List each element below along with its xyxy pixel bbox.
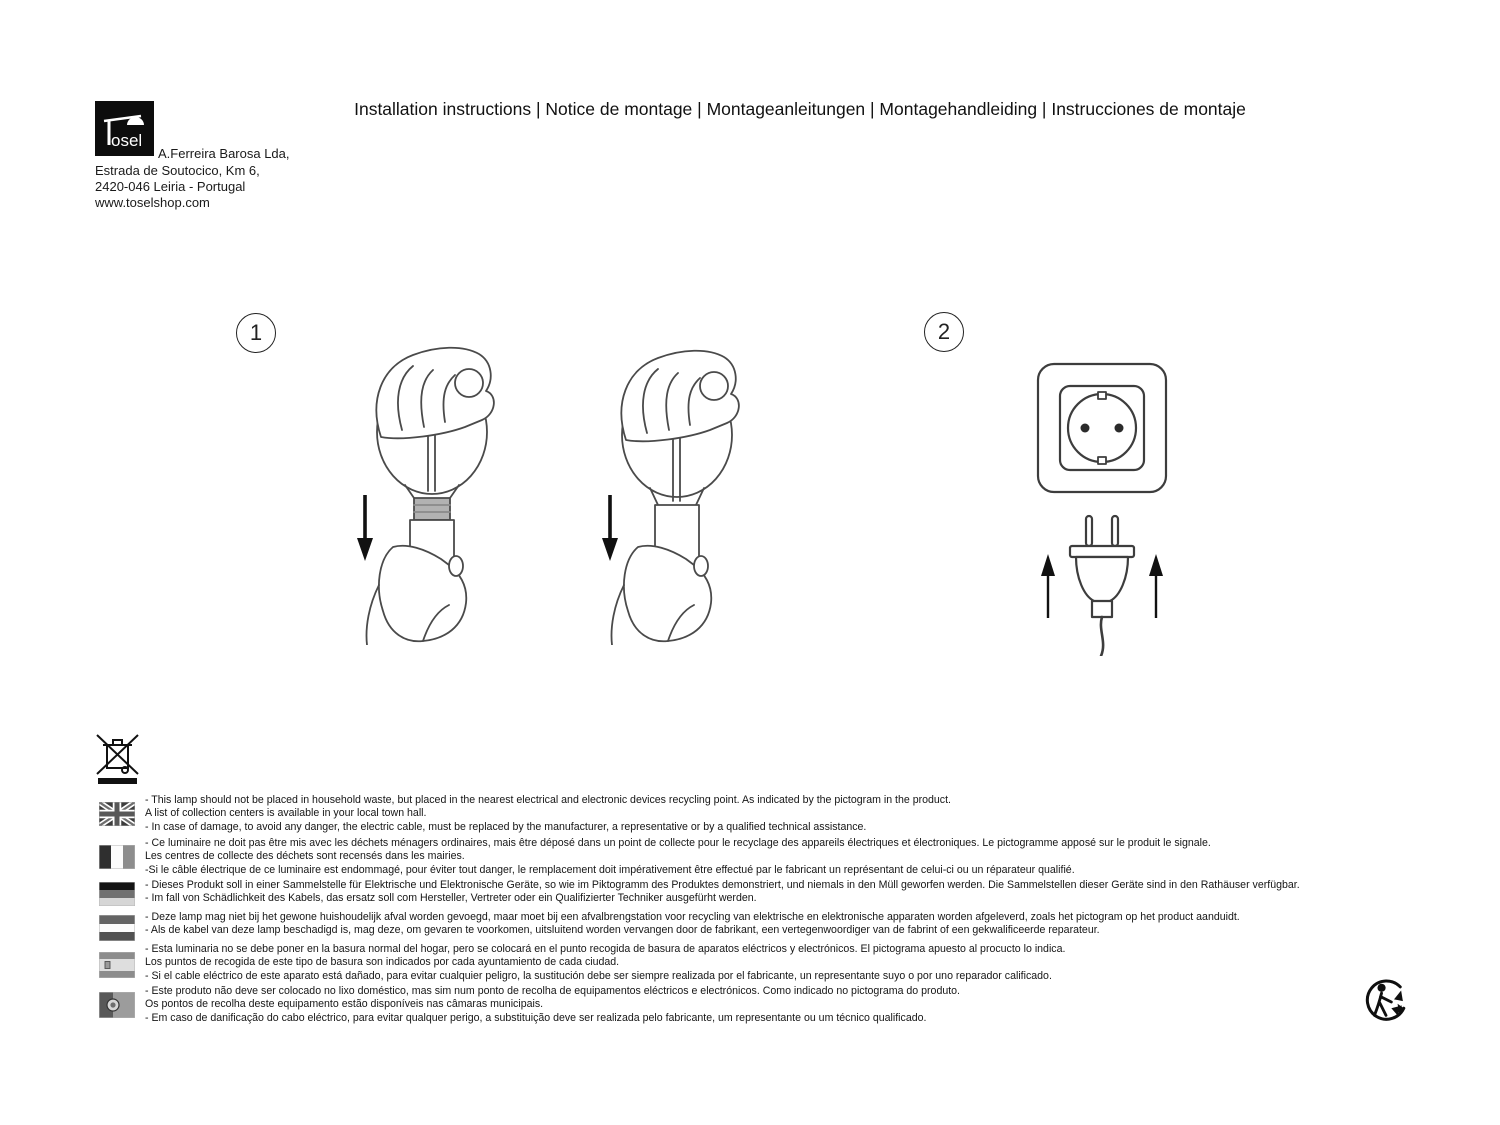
down-arrow-icon xyxy=(602,495,618,561)
portugal-flag-icon xyxy=(99,992,135,1018)
bulb-insert-end-illustration xyxy=(590,335,755,645)
address-street: Estrada de Soutocico, Km 6, xyxy=(95,163,260,178)
notice-french xyxy=(99,837,1211,877)
uk-flag-icon xyxy=(99,802,135,826)
notice-line: Los puntos de recogida de este tipo de basura son indicados por cada ayuntamiento de cada ciudad. xyxy=(145,956,620,969)
company-name: A.Ferreira Barosa Lda, xyxy=(158,146,290,161)
step-2-label: 2 xyxy=(937,319,951,344)
notice-line: -Si le câble électrique de ce luminaire est endommagé, pour éviter tout danger, le remplacement doit impérativement être effectué par le fabricant un représentant de celui-ci ou un réparateur qualifié. xyxy=(145,863,1075,876)
svg-text:osel: osel xyxy=(111,131,143,150)
notice-line: - Si el cable eléctrico de este aparato está dañado, para evitar cualquier peligro, la sustitución debe ser siempre realizada por el fabricante, un representante suyo o por uno reparador calificado. xyxy=(145,969,1052,982)
notice-english xyxy=(99,794,951,834)
notice-portuguese xyxy=(99,985,960,1025)
hand-screwing-bulb-icon xyxy=(345,335,510,645)
triman-recycling-icon xyxy=(1362,975,1410,1029)
schuko-outlet-plug-icon xyxy=(1008,356,1198,656)
notice-line: - Als de kabel van deze lamp beschadigd is, mag deze, om gevaren te voorkomen, uitsluitend worden vervangen door de fabrikant, een vertegenwoordiger van de fabrint of een gekwalificeerde reparateur. xyxy=(145,924,1100,937)
triman-symbol xyxy=(1362,975,1410,1029)
step-1-number xyxy=(236,313,276,353)
up-arrow-icon xyxy=(1041,554,1055,618)
notice-line: A list of collection centers is available in your local town hall. xyxy=(145,807,427,820)
netherlands-flag-icon xyxy=(99,915,135,941)
notice-line: - Ce luminaire ne doit pas être mis avec les déchets ménagers ordinaires, mais être déposé dans un point de collecte pour le recyclage des appareils électriques et électroniques. Le pictogramme apposé sur le produit le signale. xyxy=(145,837,1211,849)
notice-dutch xyxy=(99,911,1240,938)
step-2-number xyxy=(924,312,964,352)
notice-line: - Dieses Produkt soll in einer Sammelstelle für Elektrische und Elektronische Geräte, so wie im Piktogramm des Produktes demonstriert, und niemals in den Müll geworfen werden. Die Sammelstellen dieser Geräte sind in den Rathäuser verfügbar. xyxy=(145,879,1300,891)
notice-line: Os pontos de recolha deste equipamento estão disponíveis nas câmaras municipais. xyxy=(145,998,544,1011)
notice-line: - Esta luminaria no se debe poner en la basura normal del hogar, pero se colocará en el punto recogida de basura de aparatos eléctricos y electrónicos. El pictograma apuesto al procucto lo indica. xyxy=(145,943,1066,955)
page-title: Installation instructions | Notice de montage | Montageanleitungen | Montagehandleiding | Instrucciones de montaje xyxy=(354,99,1246,119)
notice-line: - Este produto não deve ser colocado no lixo doméstico, mas sim num ponto de recolha de equipamentos eléctricos e electrónicos. Como indicado no pictograma do produto. xyxy=(145,985,960,997)
france-flag-icon xyxy=(99,845,135,869)
notice-line: - In case of damage, to avoid any danger, the electric cable, must be replaced by the manufacturer, a representative or by a qualified technical assistance. xyxy=(145,820,867,833)
spain-flag-icon xyxy=(99,952,135,978)
up-arrow-icon xyxy=(1149,554,1163,618)
outlet-plug-illustration xyxy=(1008,356,1198,656)
down-arrow-icon xyxy=(357,495,373,561)
company-website: www.toselshop.com xyxy=(95,195,210,210)
notice-spanish xyxy=(99,943,1065,983)
hand-bulb-inserted-icon xyxy=(590,335,755,645)
address-city: 2420-046 Leiria - Portugal xyxy=(95,179,246,194)
notice-german xyxy=(99,879,1300,906)
notice-line: - Im fall von Schädlichkeit des Kabels, das ersatz soll com Hersteller, Vertreter oder ein Qualifizierter Techniker ausgefürht werden. xyxy=(145,892,757,905)
tosel-logo xyxy=(95,101,154,156)
notice-line: Les centres de collecte des déchets sont recensés dans les mairies. xyxy=(145,850,465,863)
bulb-insert-start-illustration xyxy=(345,335,510,645)
germany-flag-icon xyxy=(99,882,135,906)
notice-line: - This lamp should not be placed in household waste, but placed in the nearest electrical and electronic devices recycling point. As indicated by the pictogram in the product. xyxy=(145,794,951,806)
step-1-label: 1 xyxy=(249,320,263,345)
notice-line: - Em caso de danificação do cabo eléctrico, para evitar qualquer perigo, a substituição deve ser realizada pelo fabricante, um representante ou um técnico qualificado. xyxy=(145,1011,927,1024)
company-address xyxy=(95,163,260,211)
notice-line: - Deze lamp mag niet bij het gewone huishoudelijk afval worden gevoegd, maar moet bij een afvalbrengstation voor recycling van elektrische en elektronische apparaten worden afgeleverd, zoals het pictogram op het product aanduidt. xyxy=(145,911,1240,923)
weee-symbol xyxy=(93,730,143,786)
crossed-out-wheelie-bin-icon xyxy=(93,730,143,786)
hanging-lamp-logo-icon xyxy=(95,101,154,156)
